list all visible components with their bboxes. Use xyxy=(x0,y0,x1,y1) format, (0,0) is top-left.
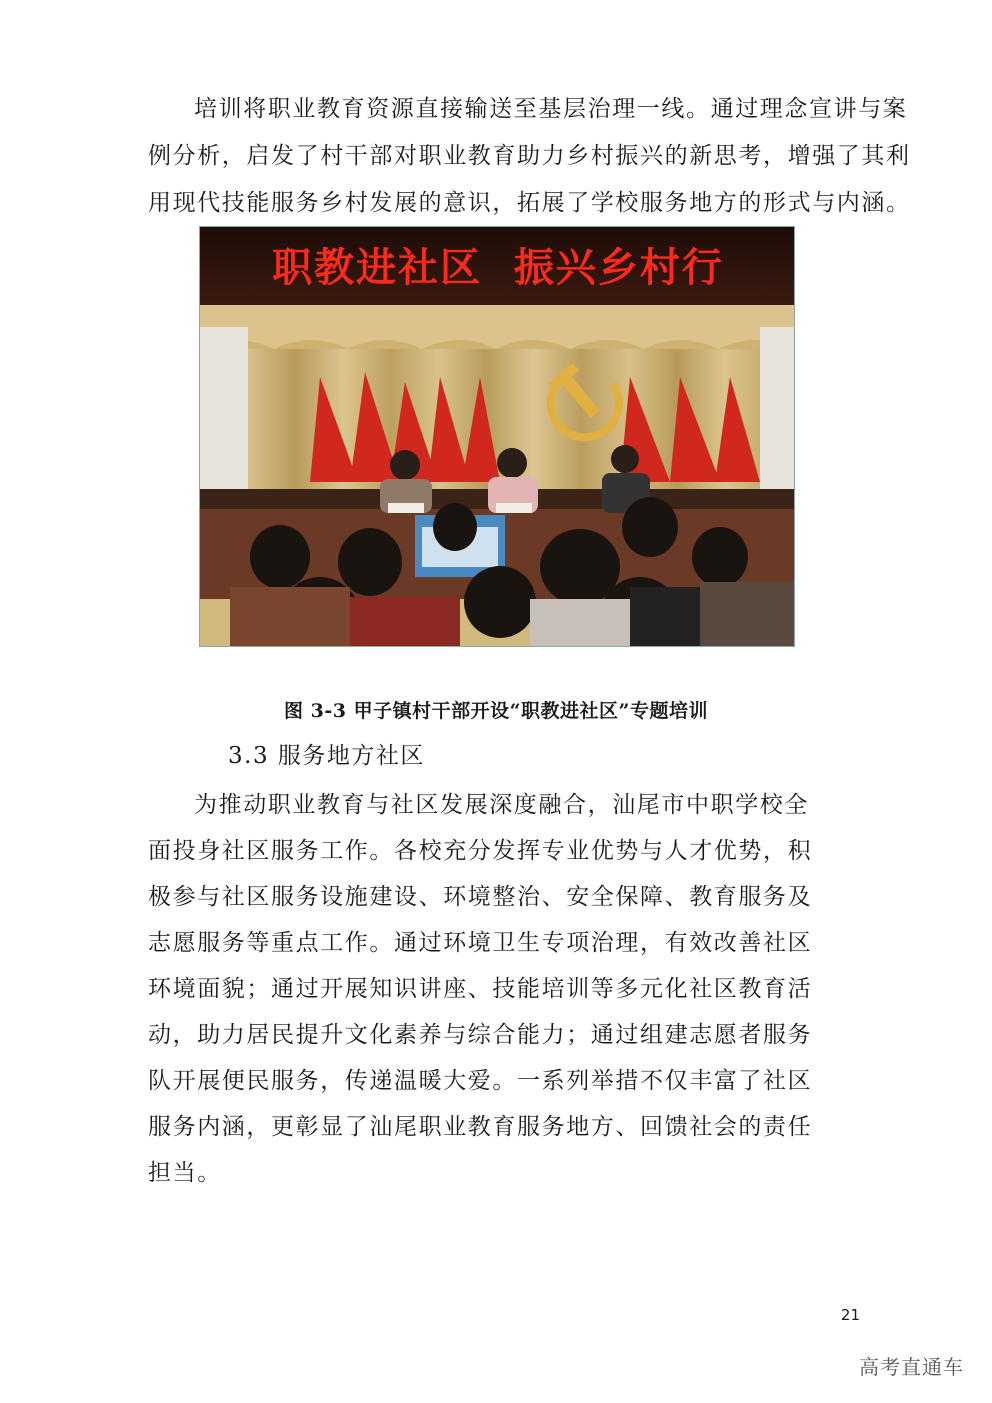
paragraph-line: 例分析，启发了村干部对职业教育助力乡村振兴的新思考，增强了其利 xyxy=(148,143,911,169)
paragraph-line: 为推动职业教育与社区发展深度融合，汕尾市中职学校全 xyxy=(194,792,809,818)
intro-paragraph xyxy=(148,86,911,227)
body-paragraph xyxy=(148,782,860,1196)
paragraph-line: 担当。 xyxy=(148,1160,222,1186)
paragraph-line: 环境面貌；通过开展知识讲座、技能培训等多元化社区教育活 xyxy=(148,976,813,1002)
training-photo xyxy=(199,226,795,647)
paragraph-line: 用现代技能服务乡村发展的意识，拓展了学校服务地方的形式与内涵。 xyxy=(148,190,911,216)
paragraph-line: 极参与社区服务设施建设、环境整治、安全保障、教育服务及 xyxy=(148,884,813,910)
figure-caption: 图 3-3 甲子镇村干部开设“职教进社区”专题培训 xyxy=(284,700,708,722)
section-heading: 3.3 服务地方社区 xyxy=(228,743,425,769)
banner-text: 职教进社区 振兴乡村行 xyxy=(272,245,724,291)
paragraph-line: 队开展便民服务，传递温暖大爱。一系列举措不仅丰富了社区 xyxy=(148,1068,813,1094)
paragraph-line: 服务内涵，更彰显了汕尾职业教育服务地方、回馈社会的责任 xyxy=(148,1114,813,1140)
paragraph-line: 面投身社区服务工作。各校充分发挥专业优势与人才优势，积 xyxy=(148,838,813,864)
page-number: 21 xyxy=(840,1306,860,1324)
paragraph-line: 志愿服务等重点工作。通过环境卫生专项治理，有效改善社区 xyxy=(148,930,813,956)
paragraph-line: 培训将职业教育资源直接输送至基层治理一线。通过理念宣讲与案 xyxy=(194,96,908,122)
watermark: 高考直通车 xyxy=(859,1355,964,1379)
paragraph-line: 动，助力居民提升文化素养与综合能力；通过组建志愿者服务 xyxy=(148,1022,813,1048)
